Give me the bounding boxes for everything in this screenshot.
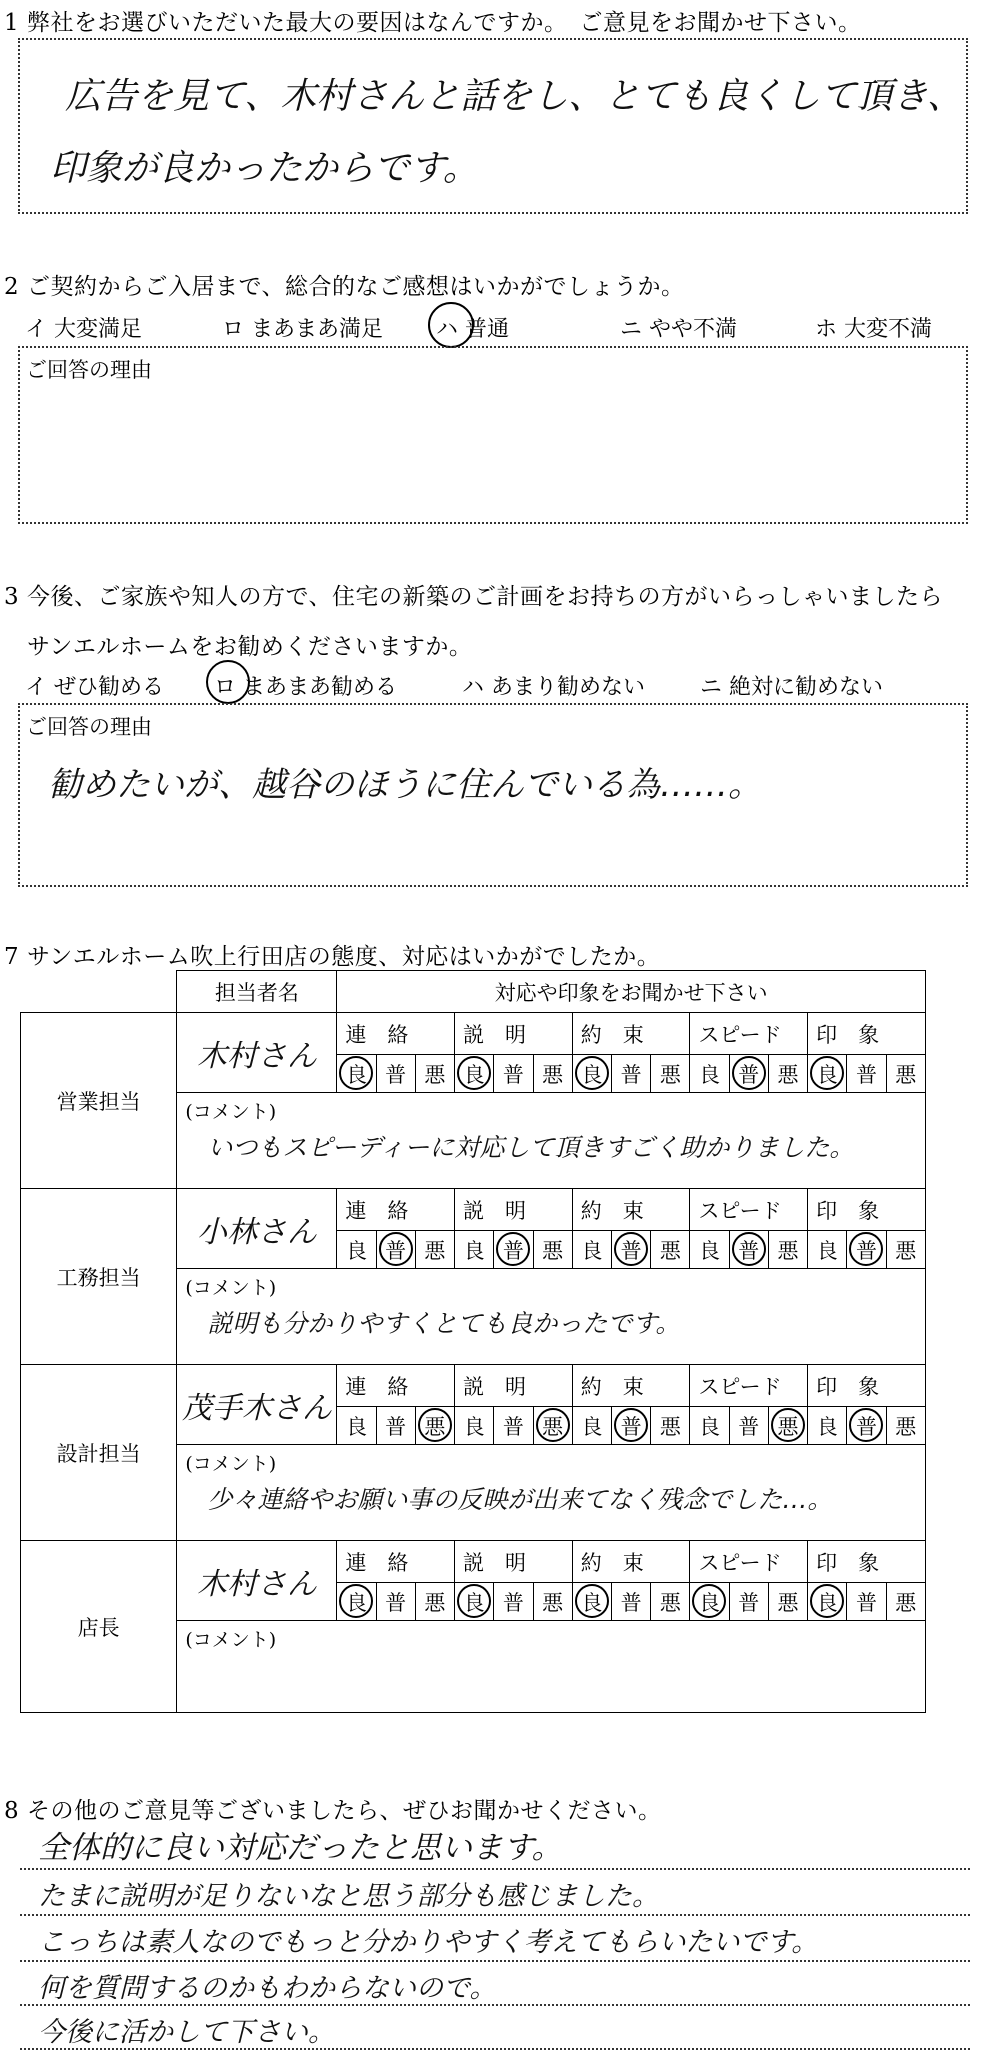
category-header: 約 束 — [572, 1541, 690, 1583]
q8-line-3: こっちは素人なのでもっと分かりやすく考えてもらいたいです。 — [38, 1927, 819, 1958]
rating-label: 良 — [345, 1238, 367, 1263]
q2-option-5[interactable]: ホ 大変不満 — [815, 317, 932, 342]
q3-selected-circle — [206, 660, 250, 704]
rating-cell[interactable] — [729, 1407, 768, 1445]
selected-rating-circle — [732, 1056, 766, 1090]
q7-question: 7 サンエルホーム吹上行田店の態度、対応はいかがでしたか。 — [4, 944, 661, 970]
category-header: 印 象 — [808, 1541, 926, 1583]
selected-rating-circle — [496, 1232, 530, 1266]
selected-rating-circle — [849, 1408, 883, 1442]
rating-cell[interactable] — [651, 1231, 690, 1269]
rating-label: 悪 — [895, 1238, 917, 1263]
rating-cell[interactable] — [729, 1055, 768, 1093]
selected-rating-circle — [575, 1056, 609, 1090]
rating-label: 普 — [855, 1238, 877, 1263]
rating-label: 普 — [385, 1062, 407, 1087]
comment-text: いつもスピーディーに対応して頂きすごく助かりました。 — [207, 1133, 855, 1162]
rating-label: 普 — [855, 1590, 877, 1615]
rating-label: 普 — [385, 1238, 407, 1263]
rating-label: 良 — [345, 1590, 367, 1615]
rating-label: 悪 — [777, 1414, 799, 1439]
rating-label: 良 — [699, 1062, 721, 1087]
rating-label: 悪 — [659, 1062, 681, 1087]
rating-label: 悪 — [424, 1062, 446, 1087]
rating-cell[interactable] — [494, 1231, 533, 1269]
rating-label: 良 — [816, 1590, 838, 1615]
rating-cell[interactable] — [494, 1407, 533, 1445]
q2-question: 2 ご契約からご入居まで、総合的なご感想はいかがでしょうか。 — [4, 274, 685, 300]
q3-reason: 勧めたいが、越谷のほうに住んでいる為……。 — [48, 765, 762, 805]
rating-cell[interactable] — [611, 1231, 650, 1269]
rating-label: 良 — [463, 1590, 485, 1615]
rating-label: 良 — [463, 1062, 485, 1087]
rating-label: 普 — [620, 1414, 642, 1439]
selected-rating-circle — [692, 1584, 726, 1618]
person-name: 小林さん — [177, 1189, 337, 1269]
rating-cell[interactable] — [690, 1407, 729, 1445]
selected-rating-circle — [849, 1232, 883, 1266]
category-header: スピード — [690, 1541, 808, 1583]
category-header: スピード — [690, 1189, 808, 1231]
q2-option-3[interactable]: ハ 普通 — [436, 317, 509, 342]
header-person: 担当者名 — [177, 971, 337, 1013]
person-name: 木村さん — [177, 1541, 337, 1621]
q8-dotted-line-1 — [20, 1868, 970, 1870]
rating-label: 普 — [620, 1238, 642, 1263]
q8-dotted-line-3 — [20, 1960, 970, 1962]
category-header: 連 絡 — [337, 1189, 455, 1231]
q1-question: 1 弊社をお選びいただいた最大の要因はなんですか。 ご意見をお聞かせ下さい。 — [4, 10, 862, 36]
category-header: スピード — [690, 1013, 808, 1055]
rating-cell[interactable] — [494, 1055, 533, 1093]
category-header: 印 象 — [808, 1013, 926, 1055]
selected-rating-circle — [810, 1584, 844, 1618]
comment-label: (コメント) — [185, 1277, 277, 1299]
rating-cell[interactable] — [533, 1407, 572, 1445]
role-cell: 設計担当 — [21, 1365, 177, 1541]
rating-label: 悪 — [542, 1414, 564, 1439]
comment-cell — [177, 1269, 926, 1365]
selected-rating-circle — [536, 1408, 570, 1442]
rating-cell[interactable] — [572, 1231, 611, 1269]
rating-cell[interactable] — [337, 1407, 376, 1445]
rating-cell[interactable] — [337, 1231, 376, 1269]
selected-rating-circle — [575, 1584, 609, 1618]
q1-answer-box — [18, 38, 968, 214]
category-header: 印 象 — [808, 1365, 926, 1407]
rating-cell[interactable] — [690, 1231, 729, 1269]
comment-label: (コメント) — [185, 1453, 277, 1475]
rating-label: 良 — [581, 1414, 603, 1439]
rating-cell[interactable] — [337, 1055, 376, 1093]
rating-label: 良 — [699, 1590, 721, 1615]
rating-cell[interactable] — [886, 1583, 925, 1621]
rating-label: 普 — [738, 1414, 760, 1439]
selected-rating-circle — [810, 1056, 844, 1090]
category-header: 説 明 — [455, 1365, 573, 1407]
header-impression: 対応や印象をお聞かせ下さい — [337, 971, 926, 1013]
rating-label: 悪 — [777, 1062, 799, 1087]
rating-cell[interactable] — [572, 1055, 611, 1093]
rating-cell[interactable] — [455, 1407, 494, 1445]
person-name: 木村さん — [177, 1013, 337, 1093]
rating-cell[interactable] — [651, 1407, 690, 1445]
rating-cell[interactable] — [376, 1583, 415, 1621]
rating-cell[interactable] — [768, 1407, 807, 1445]
rating-cell[interactable] — [768, 1583, 807, 1621]
rating-label: 悪 — [424, 1590, 446, 1615]
rating-cell[interactable] — [690, 1055, 729, 1093]
category-header: 約 束 — [572, 1013, 690, 1055]
rating-cell[interactable] — [808, 1407, 847, 1445]
rating-cell[interactable] — [808, 1583, 847, 1621]
rating-label: 普 — [738, 1062, 760, 1087]
q8-dotted-line-4 — [20, 2004, 970, 2006]
rating-label: 悪 — [659, 1414, 681, 1439]
q1-answer-line1: 広告を見て、木村さんと話をし、とても良くして頂き、 — [65, 76, 963, 117]
rating-label: 普 — [385, 1414, 407, 1439]
rating-cell[interactable] — [729, 1231, 768, 1269]
selected-rating-circle — [732, 1232, 766, 1266]
q2-reason-box — [18, 346, 968, 524]
rating-cell[interactable] — [768, 1231, 807, 1269]
rating-label: 良 — [699, 1238, 721, 1263]
rating-label: 悪 — [777, 1590, 799, 1615]
rating-label: 良 — [699, 1414, 721, 1439]
comment-label: (コメント) — [185, 1101, 277, 1123]
person-name: 茂手木さん — [177, 1365, 337, 1445]
rating-cell[interactable] — [337, 1583, 376, 1621]
rating-label: 悪 — [777, 1238, 799, 1263]
rating-cell[interactable] — [376, 1407, 415, 1445]
q8-line-1: 全体的に良い対応だったと思います。 — [38, 1830, 563, 1866]
rating-label: 良 — [581, 1238, 603, 1263]
comment-text: 説明も分かりやすくとても良かったです。 — [207, 1309, 681, 1338]
rating-cell[interactable] — [808, 1231, 847, 1269]
selected-rating-circle — [339, 1584, 373, 1618]
role-cell: 営業担当 — [21, 1013, 177, 1189]
category-header: 説 明 — [455, 1013, 573, 1055]
category-header: 約 束 — [572, 1365, 690, 1407]
rating-label: 良 — [816, 1238, 838, 1263]
rating-cell[interactable] — [651, 1583, 690, 1621]
table-corner — [21, 971, 177, 1013]
rating-label: 悪 — [542, 1590, 564, 1615]
rating-label: 良 — [345, 1062, 367, 1087]
rating-cell[interactable] — [572, 1407, 611, 1445]
rating-cell[interactable] — [611, 1583, 650, 1621]
q1-answer-line2: 印象が良かったからです。 — [50, 148, 479, 189]
selected-rating-circle — [457, 1056, 491, 1090]
rating-label: 良 — [345, 1414, 367, 1439]
q2-option-2[interactable]: ロ まあまあ満足 — [222, 317, 383, 342]
rating-cell[interactable] — [768, 1055, 807, 1093]
rating-label: 良 — [463, 1238, 485, 1263]
rating-label: 悪 — [424, 1238, 446, 1263]
q8-question: 8 その他のご意見等ございましたら、ぜひお聞かせください。 — [4, 1798, 662, 1824]
rating-label: 悪 — [895, 1414, 917, 1439]
rating-cell[interactable] — [455, 1583, 494, 1621]
rating-label: 良 — [463, 1414, 485, 1439]
rating-label: 良 — [816, 1062, 838, 1087]
q8-line-5: 今後に活かして下さい。 — [38, 2017, 335, 2048]
selected-rating-circle — [339, 1056, 373, 1090]
rating-label: 悪 — [659, 1590, 681, 1615]
comment-cell — [177, 1621, 926, 1713]
q2-selected-circle — [428, 302, 474, 348]
rating-label: 悪 — [542, 1238, 564, 1263]
rating-cell[interactable] — [533, 1231, 572, 1269]
category-header: 連 絡 — [337, 1013, 455, 1055]
rating-cell[interactable] — [415, 1407, 454, 1445]
rating-label: 普 — [620, 1590, 642, 1615]
rating-cell[interactable] — [376, 1055, 415, 1093]
rating-cell[interactable] — [533, 1055, 572, 1093]
role-cell: 工務担当 — [21, 1189, 177, 1365]
rating-label: 普 — [738, 1238, 760, 1263]
q2-option-1[interactable]: イ 大変満足 — [25, 317, 142, 342]
rating-label: 普 — [385, 1590, 407, 1615]
rating-cell[interactable] — [455, 1055, 494, 1093]
comment-cell — [177, 1093, 926, 1189]
rating-label: 悪 — [542, 1062, 564, 1087]
rating-cell[interactable] — [455, 1231, 494, 1269]
rating-label: 悪 — [895, 1590, 917, 1615]
category-header: 印 象 — [808, 1189, 926, 1231]
rating-cell[interactable] — [847, 1055, 886, 1093]
rating-cell[interactable] — [808, 1055, 847, 1093]
rating-cell[interactable] — [847, 1583, 886, 1621]
rating-cell[interactable] — [886, 1407, 925, 1445]
rating-cell[interactable] — [533, 1583, 572, 1621]
rating-cell[interactable] — [847, 1231, 886, 1269]
rating-label: 普 — [502, 1238, 524, 1263]
rating-label: 良 — [581, 1062, 603, 1087]
category-header: 説 明 — [455, 1541, 573, 1583]
category-header: スピード — [690, 1365, 808, 1407]
rating-cell[interactable] — [886, 1055, 925, 1093]
q3-question-line1: 3 今後、ご家族や知人の方で、住宅の新築のご計画をお持ちの方がいらっしゃいましたら — [4, 584, 943, 610]
q3-option-1[interactable]: イ ぜひ勧める — [25, 675, 164, 700]
rating-cell[interactable] — [611, 1407, 650, 1445]
q3-option-2[interactable]: ロ まあまあ勧める — [214, 675, 397, 700]
q3-option-3[interactable]: ハ あまり勧めない — [462, 675, 645, 700]
rating-cell[interactable] — [494, 1583, 533, 1621]
rating-label: 普 — [620, 1062, 642, 1087]
q3-reason-box — [18, 703, 968, 887]
rating-label: 良 — [581, 1590, 603, 1615]
q2-reason-label: ご回答の理由 — [26, 358, 152, 382]
rating-label: 悪 — [424, 1414, 446, 1439]
comment-text: 少々連絡やお願い事の反映が出来てなく残念でした…。 — [207, 1485, 833, 1514]
rating-cell[interactable] — [376, 1231, 415, 1269]
q3-question-line2: サンエルホームをお勧めくださいますか。 — [27, 634, 473, 660]
rating-label: 普 — [502, 1590, 524, 1615]
rating-cell[interactable] — [415, 1583, 454, 1621]
q8-line-4: 何を質問するのかもわからないので。 — [38, 1973, 497, 2004]
rating-label: 悪 — [659, 1238, 681, 1263]
q2-option-4[interactable]: ニ やや不満 — [620, 317, 737, 342]
rating-cell[interactable] — [651, 1055, 690, 1093]
selected-rating-circle — [418, 1408, 452, 1442]
q8-dotted-line-2 — [20, 1914, 970, 1916]
rating-cell[interactable] — [729, 1583, 768, 1621]
rating-label: 普 — [855, 1062, 877, 1087]
rating-label: 普 — [855, 1414, 877, 1439]
rating-label: 普 — [738, 1590, 760, 1615]
q8-dotted-line-5 — [20, 2048, 970, 2050]
rating-cell[interactable] — [847, 1407, 886, 1445]
selected-rating-circle — [771, 1408, 805, 1442]
category-header: 説 明 — [455, 1189, 573, 1231]
selected-rating-circle — [379, 1232, 413, 1266]
rating-cell[interactable] — [690, 1583, 729, 1621]
rating-label: 悪 — [895, 1062, 917, 1087]
rating-cell[interactable] — [886, 1231, 925, 1269]
rating-cell[interactable] — [572, 1583, 611, 1621]
role-cell: 店長 — [21, 1541, 177, 1713]
rating-label: 普 — [502, 1062, 524, 1087]
selected-rating-circle — [614, 1232, 648, 1266]
category-header: 連 絡 — [337, 1541, 455, 1583]
rating-cell[interactable] — [415, 1055, 454, 1093]
comment-cell — [177, 1445, 926, 1541]
evaluation-table — [20, 970, 926, 1713]
comment-label: (コメント) — [185, 1629, 277, 1651]
rating-label: 良 — [816, 1414, 838, 1439]
rating-cell[interactable] — [611, 1055, 650, 1093]
selected-rating-circle — [457, 1584, 491, 1618]
category-header: 連 絡 — [337, 1365, 455, 1407]
rating-cell[interactable] — [415, 1231, 454, 1269]
selected-rating-circle — [614, 1408, 648, 1442]
rating-label: 普 — [502, 1414, 524, 1439]
q3-option-4[interactable]: ニ 絶対に勧めない — [700, 675, 883, 700]
q3-reason-label: ご回答の理由 — [26, 715, 152, 739]
category-header: 約 束 — [572, 1189, 690, 1231]
q8-line-2: たまに説明が足りないなと思う部分も感じました。 — [38, 1881, 659, 1912]
